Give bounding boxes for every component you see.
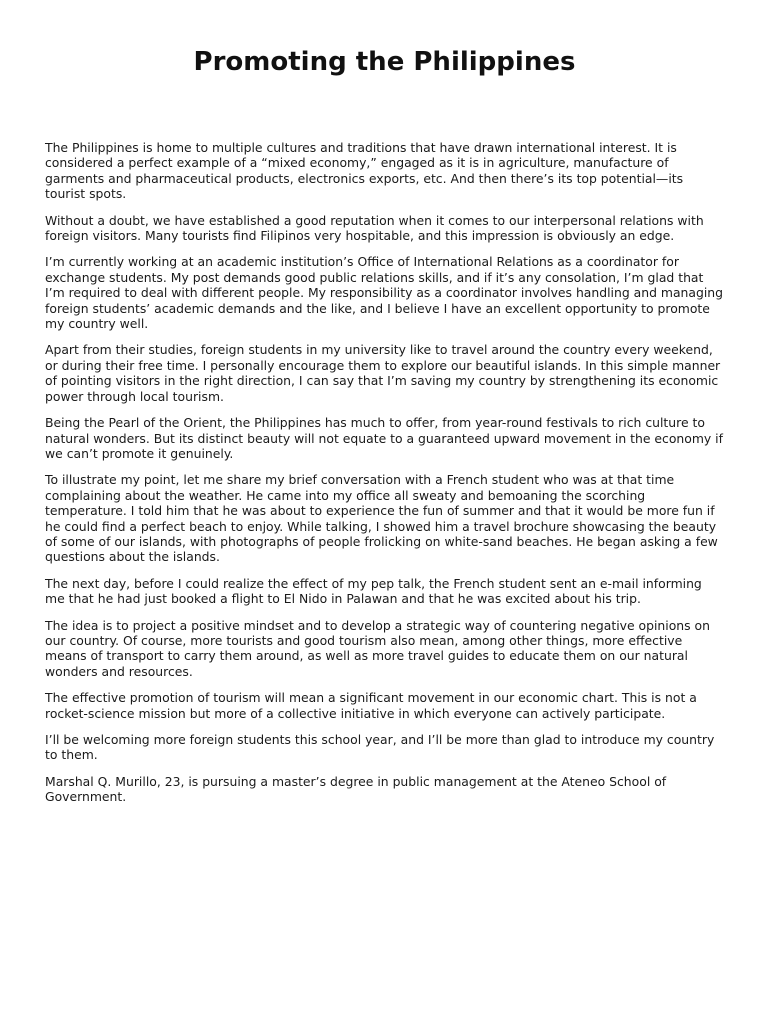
paragraph: I’ll be welcoming more foreign students this school year, and I’ll be more than glad to introduce my country to them. <box>45 732 715 763</box>
paragraph: Apart from their studies, foreign students in my university like to travel around the country every weekend, or during their free time. I personally encourage them to explore our beautiful islands. In this simple manner of pointing visitors in the right direction, I can say that I’m saving my country by strengthening its economic power through local tourism. <box>45 342 721 404</box>
paragraph: Without a doubt, we have established a good reputation when it comes to our interpersonal relations with foreign visitors. Many tourists find Filipinos very hospitable, and this impression is obviously an edge. <box>45 212 704 244</box>
paragraph: Being the Pearl of the Orient, the Philippines has much to offer, from year-round festivals to rich culture to natural wonders. But its distinct beauty will not equate to a guaranteed upward movement in the economy if we can’t promote it genuinely. <box>45 415 723 461</box>
paragraph: To illustrate my point, let me share my brief conversation with a French student who was at that time complaining about the weather. He came into my office all sweaty and bemoaning the scorching temperature. I told him that he was about to experience the fun of summer and that it would be more fun if he could find a perfect beach to enjoy. While talking, I showed him a travel brochure showcasing the beauty of some of our islands, with photographs of people frolicking on white-sand beaches. He began asking a few questions about the islands. <box>45 472 718 565</box>
paragraph: The idea is to project a positive mindset and to develop a strategic way of countering negative opinions on our country. Of course, more tourists and good tourism also mean, among other things, more effective means of transport to carry them around, as well as more travel guides to educate them on our natural wonders and resources. <box>45 617 710 679</box>
paragraph: The next day, before I could realize the effect of my pep talk, the French student sent an e-mail informing me that he had just booked a flight to El Nido in Palawan and that he was excited about his trip. <box>45 575 702 607</box>
paragraph: The Philippines is home to multiple cultures and traditions that have drawn international interest. It is considered a perfect example of a “mixed economy,” engaged as it is in agriculture, manufacture of garments and pharmaceutical products, electronics exports, etc. And then there’s its top potential—its tourist spots. <box>45 140 684 202</box>
paragraph: The effective promotion of tourism will mean a significant movement in our economic chart. This is not a rocket-science mission but more of a collective initiative in which everyone can actively participate. <box>45 690 697 721</box>
author-bio: Marshal Q. Murillo, 23, is pursuing a master’s degree in public management at the Ateneo School of Government. <box>45 773 667 805</box>
document-title: Promoting the Philippines <box>193 47 576 77</box>
paragraph: I’m currently working at an academic institution’s Office of International Relations as a coordinator for exchange students. My post demands good public relations skills, and if it’s any consolation, I’m glad that I’m required to deal with different people. My responsibility as a coordinator involves handling and managing foreign students’ academic demands and the like, and I believe I have an excellent opportunity to promote my country well. <box>45 254 724 332</box>
document-body <box>45 140 724 805</box>
